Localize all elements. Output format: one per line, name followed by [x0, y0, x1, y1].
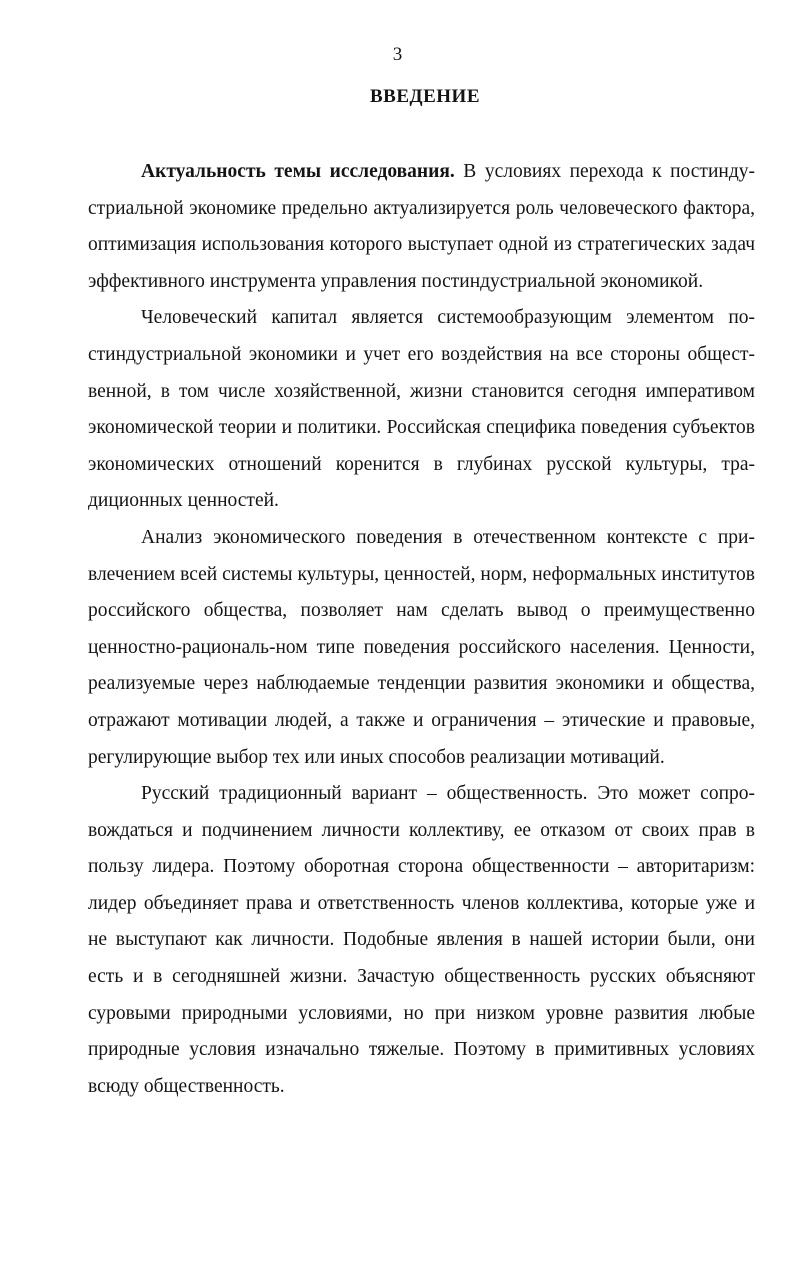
paragraph-1-lead: Актуальность темы исследования.	[141, 161, 455, 182]
paragraph-3: Анализ экономического поведения в отечественном контексте с привлечением всей системы культуры, ценностей, норм, неформальных институтов российского общества, позволяет нам сделать вывод о преимущественно ценностно-рациональ-ном типе поведения российского населения. Ценности, реализуемые через наблюдаемые тенденции развития экономики и общества, отражают мотивации людей, а также и ограничения – этические и правовые, регулирующие выбор тех или иных способов реализации мотиваций.	[88, 526, 755, 768]
section-title: ВВЕДЕНИЕ	[370, 86, 480, 107]
paragraph-1-text: В условиях перехода к постиндустриальной экономике предельно актуализируется роль человеческого фактора, оптимизация использования которого выступает одной из стратегических задач эффективного инструмента управления постиндустриальной экономикой.	[88, 161, 755, 292]
body-text	[88, 154, 755, 1105]
paragraph-4: Русский традиционный вариант – общественность. Это может сопровождаться и подчинением личности коллективу, ее отказом от своих прав в пользу лидера. Поэтому оборотная сторона общественности – авторитаризм: лидер объединяет права и ответственность членов коллектива, которые уже и не выступают как личности. Подобные явления в нашей истории были, они есть и в сегодняшней жизни. Зачастую общественность русских объясняют суровыми природными условиями, но при низком уровне развития любые природные условия изначально тяжелые. Поэтому в примитивных условиях всюду общественность.	[88, 783, 755, 1097]
paragraph-2: Человеческий капитал является системообразующим элементом постиндустриальной экономики и учет его воздействия на все стороны общественной, в том числе хозяйственной, жизни становится сегодня императивом экономической теории и политики. Российская специфика поведения субъектов экономических отношений коренится в глубинах русской культуры, традиционных ценностей.	[88, 307, 755, 512]
paragraph-1	[88, 154, 755, 300]
page-number: 3	[392, 44, 403, 65]
